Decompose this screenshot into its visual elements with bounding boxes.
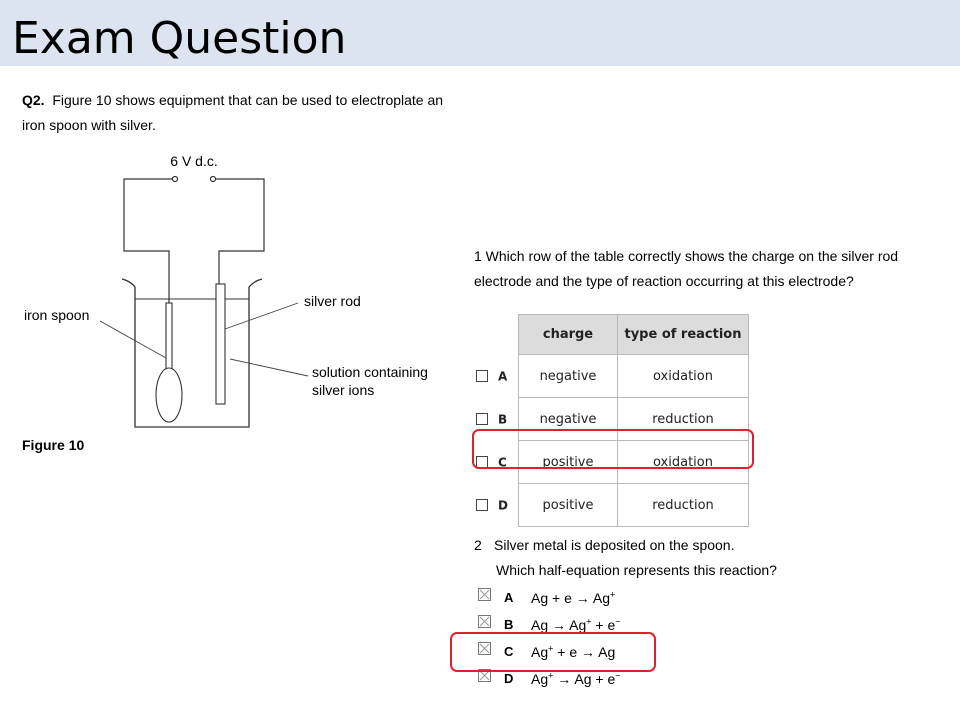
cell-reaction: oxidation: [618, 441, 749, 484]
solution-label-line2: silver ions: [312, 382, 375, 398]
terminal-right: [211, 177, 216, 182]
wire-right: [216, 179, 264, 285]
question-intro-text: Figure 10 shows equipment that can be used to electroplate an iron spoon with silver.: [22, 92, 444, 133]
cell-reaction: oxidation: [618, 355, 749, 398]
spoon-bowl: [156, 368, 182, 422]
header-charge: charge: [519, 315, 618, 355]
figure-caption: Figure 10: [22, 437, 85, 453]
beaker: [122, 279, 262, 427]
cell-reaction: reduction: [618, 484, 749, 527]
row-letter: A: [498, 369, 508, 383]
part2-text1: Silver metal is deposited on the spoon.: [494, 537, 735, 553]
row-letter: D: [498, 498, 508, 512]
option-letter: C: [504, 644, 514, 659]
table-header-row: [472, 315, 749, 355]
spoon-pointer: [100, 321, 166, 358]
solution-pointer: [230, 359, 308, 376]
header-reaction: type of reaction: [618, 315, 749, 355]
option-letter: D: [504, 671, 514, 686]
cell-charge: positive: [519, 441, 618, 484]
checkbox-a[interactable]: [476, 370, 488, 382]
row-letter: B: [498, 412, 508, 426]
option-equation: Ag+ + e → Ag: [531, 643, 616, 660]
option-letter: A: [504, 590, 514, 605]
highlight-part1-answer: [472, 429, 754, 469]
checkbox-b[interactable]: [476, 413, 488, 425]
silver-rod: [216, 284, 225, 404]
rod-pointer: [225, 303, 298, 329]
cell-reaction: reduction: [618, 398, 749, 441]
table-row: [472, 355, 749, 398]
option-letter: B: [504, 617, 514, 632]
answer-table: [472, 314, 749, 527]
question-intro: [22, 88, 452, 138]
wire-left: [124, 179, 172, 305]
part2-number: 2: [474, 537, 482, 553]
spoon-label: iron spoon: [24, 307, 90, 323]
checkbox-d[interactable]: [476, 499, 488, 511]
terminal-left: [173, 177, 178, 182]
spoon-handle: [166, 303, 172, 369]
option-equation: Ag → Ag+ + e−: [531, 616, 621, 633]
cell-charge: negative: [519, 398, 618, 441]
option-equation: Ag+ → Ag + e−: [531, 670, 621, 687]
rod-label: silver rod: [304, 293, 361, 309]
part2-text2: Which half-equation represents this reaction?: [496, 562, 777, 578]
part1-question: 1 Which row of the table correctly shows the charge on the silver rod electrode and the type of reaction occurring at this electrode?: [474, 248, 899, 289]
supply-label: 6 V d.c.: [170, 153, 218, 169]
page-title: Exam Question: [12, 13, 347, 64]
checkbox-option-a[interactable]: [478, 588, 491, 601]
option-equation: Ag + e → Ag+: [531, 589, 616, 606]
solution-label-line1: solution containing: [312, 364, 428, 380]
highlight-part2-answer: [450, 632, 656, 672]
row-letter: C: [498, 455, 507, 469]
electroplating-figure: [18, 145, 448, 435]
table-row: [472, 484, 749, 527]
answer-table-wrap: [472, 314, 749, 527]
checkbox-option-b[interactable]: [478, 615, 491, 628]
question-number: Q2.: [22, 92, 45, 108]
cell-charge: positive: [519, 484, 618, 527]
cell-charge: negative: [519, 355, 618, 398]
